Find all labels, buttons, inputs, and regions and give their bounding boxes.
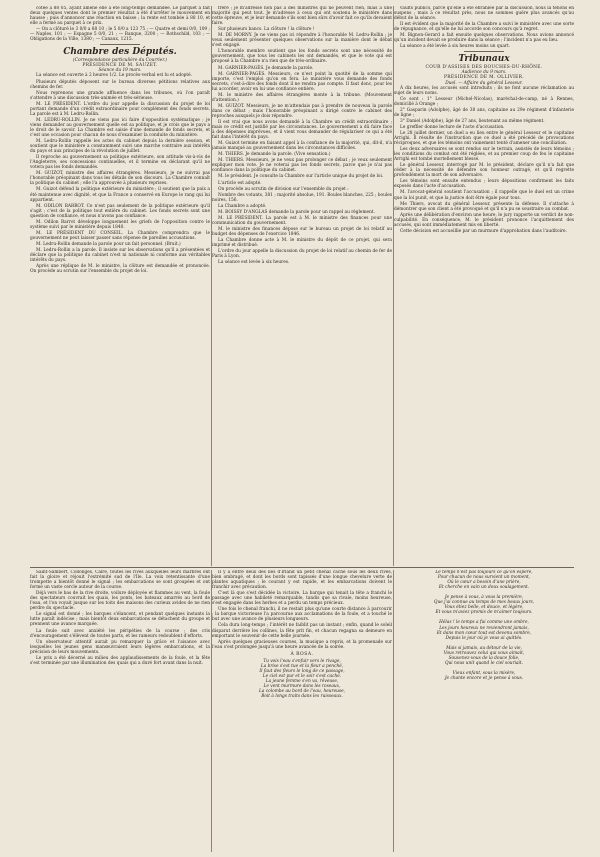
affair-title: Duel. — Affaire du général Lesseur. <box>445 80 523 86</box>
section-heading-tribunaux: Tribunaux <box>458 54 510 65</box>
article-paragraph: Après une délibération d'environ une heure, le jury rapporte un verdict de non-culpabilité. En conséquence, M. le président prononce l'acquittement des accusés, qui sont immédiatement mis en liberté. <box>394 212 574 228</box>
article-paragraph: Il est vrai que nous avons demandé à la Chambre un crédit extraordinaire ; mais ce crédit est justifié par les circonstances. Le gouvernement a dû faire face à des dépenses imprévues, et il vient vous demander de régulariser ce qui a été fait dans l'intérêt du pays. <box>212 119 392 141</box>
article-paragraph: M. Ledru-Rollin rappelle les actes du cabinet depuis la dernière session, et soutient que le ministère a constamment suivi une marche contraire aux intérêts du pays et aux principes de la révolution de juillet. <box>30 139 210 155</box>
separator <box>464 51 504 52</box>
article-paragraph: M. Ledru-Rollin demande la parole pour un fait personnel. (Bruit.) <box>36 241 181 247</box>
poem-title: À ROSA. <box>290 651 314 657</box>
article-paragraph: 3° Daniel (Adolphe), âgé de 27 ans, lieutenant au même régiment. <box>400 118 545 124</box>
article-paragraph: M. Bignon-Gerard a fait ensuite quelques observations. Nous avions annoncé qu'un incident devait se produire dans la séance ; l'incident n'a pas eu lieu. <box>394 33 574 44</box>
article-paragraph: frère ; je m'adresse non pas à des ministres qui ne peuvent rien, mais à une majorité qui peut tout. Je m'adresse à ceux qui ont soutenu le ministère dans cette épreuve, et je leur demande s'ils sont bien sûrs d'avoir fait ce qu'ils devaient faire. <box>212 6 392 27</box>
article-paragraph: Il reproche au gouvernement sa politique extérieure, son attitude vis-à-vis de l'Angleterre, ses concessions continuelles, et il termine en déclarant qu'il ne votera pas les fonds demandés. <box>30 155 210 171</box>
article-paragraph: Après une réplique de M. le ministre, la clôture est demandée et prononcée. On procède au scrutin sur l'ensemble du projet de loi. <box>30 264 210 275</box>
poem-line: Le vent murmure dans les roseaux, <box>263 683 341 689</box>
article-paragraph: M. GARNIER-PAGÈS. Je demande la parole. <box>218 65 314 71</box>
section-heading-chambre: Chambre des Députés. <box>63 47 177 58</box>
column-2 <box>212 6 392 566</box>
article-paragraph: M. le ministre des affaires étrangères monte à la tribune. (Mouvement d'attention.) <box>212 92 392 103</box>
court-session-date: Audience du 9 mars. <box>461 70 507 76</box>
article-paragraph: Nombre des votants, 381 ; majorité absolue, 191. Boules blanches, 225 ; boules noires, 156. <box>212 192 392 203</box>
article-paragraph: Le général Lesseur, interrogé par M. le président, déclare qu'il n'a fait que céder à la nécessité de défendre son honneur outragé, et qu'il regrette profondément la mort de son adversaire. <box>394 163 574 179</box>
poem-line: Mais si jamais, au détour de la vie, <box>446 645 522 651</box>
article-paragraph: L'honorable membre soutient que les fonds secrets sont une nécessité de gouvernement, que tous les cabinets les ont demandés, et que le vote qui est proposé à la Chambre n'a rien que de très-ordinaire. <box>212 49 392 65</box>
article-paragraph: M. GUIZOT. Messieurs, je ne m'attendais pas à prendre de nouveau la parole dans ce débat ; mais l'honorable préopinant a dirigé contre le cabinet des reproches auxquels je dois répondre. <box>212 103 392 119</box>
article-paragraph: À dix heures, les accusés sont introduits ; ils ne font aucune réclamation au sujet de leurs noms. <box>394 85 574 96</box>
poem-line: Tu vois l'eau s'enfuir vers le rivage, <box>263 658 341 664</box>
poem-line: Et dans mon cœur tout est devenu sombre, <box>436 630 532 636</box>
article-paragraph: M. Guizot termine en faisant appel à la confiance de la majorité, qui, dit-il, n'a jamais manqué au gouvernement dans les circonstances difficiles. <box>212 141 392 152</box>
article-paragraph: M. LEDRU-ROLLIN. Je ne viens pas ici faire d'opposition systématique ; je viens demander au gouvernement quelle est sa politique, et je crois que le pays a le droit de le savoir. La Chambre est saisie d'une demande de fonds secrets, et c'est une occasion pour chacun de nous d'examiner la conduite du ministère. <box>30 117 210 138</box>
poem-line: Et vous m'aviez promis de m'aimer toujours. <box>435 610 533 616</box>
article-paragraph: Sur plusieurs bancs. La clôture ! la clôture ! <box>218 27 315 33</box>
poem-line: La brise s'est tue et la fleur a penché, <box>260 663 344 669</box>
article-paragraph: M. LE PRÉSIDENT. La parole est à M. le ministre des finances pour une communication du gouvernement. <box>212 215 392 226</box>
presidency-line: PRÉSIDENCE DE M. SAUZET. <box>82 63 158 69</box>
article-paragraph: M. DE MORNY. Je ne viens pas ici répondre à l'honorable M. Ledru-Rollin ; je veux seulement présenter quelques observations sur la manière dont le débat s'est engagé. <box>212 33 392 49</box>
market-report: cotée à 88 05, ayant amené elle a été long-temps demandée. Le parquet a fait deux quelques ventes dont le premier résultat a été d'arrêter le mouvement en hausse ; puis d'annoncer une réaction en baisse ; la rente est tombée à 88 10, et elle a fermé au parquet à ce prix. <box>30 6 210 27</box>
article-paragraph: vaults publics, parce qu'elle a été ébranlée par la discussion, nous la tenons en suspens ; mais à ce résultat près, nous ne sommes guère plus avancés qu'au début de la séance. <box>394 6 574 22</box>
article-paragraph: M. GARNIER-PAGÈS. Messieurs, ce n'est point la quotité de la somme qui importe, c'est l'emploi qu'on en fera. Le ministère vous demande des fonds secrets, c'est-à-dire des fonds dont il ne rendra pas compte. Il faut donc, pour les lui accorder, avoir en lui une confiance entière. <box>212 71 392 92</box>
article-paragraph: Ce sont : 1° Lesseur (Michel-Nicolas), maréchal-de-camp, né à Rennes, domicilié à Orange ; <box>394 96 574 107</box>
article-paragraph: M. THIERS. Je demande la parole. (Vive sensation.) <box>218 152 331 158</box>
article-paragraph: M. LE PRÉSIDENT. L'ordre du jour appelle la discussion du projet de loi portant demande d'un crédit extraordinaire pour complément des fonds secrets. La parole est à M. Ledru-Rollin. <box>30 101 210 117</box>
article-paragraph: M. BOISSY D'ANGLAS demande la parole pour un rappel au règlement. <box>218 209 375 215</box>
article-paragraph: L'article est adopté. <box>218 180 262 186</box>
poem-line: Le ciel est pur et le soir s'est caché. <box>262 673 342 679</box>
article-paragraph: M. LE PRÉSIDENT DU CONSEIL. La Chambre comprendra que le gouvernement ne peut laisser passer sans réponse de pareilles accusations. <box>30 230 210 241</box>
feuilleton-rule <box>30 567 574 568</box>
article-paragraph: La Chambre a adopté. <box>218 203 267 209</box>
article-paragraph: La séance est levée à six heures. <box>218 260 290 266</box>
article-paragraph: La Chambre donne acte à M. le ministre du dépôt de ce projet, qui sera imprimé et distribué. <box>212 237 392 249</box>
feuilleton-column-3 <box>394 570 574 852</box>
market-closing: — On a clôturé le 3 0/0 a 88 10 ; le 5 0/0 a 123 75 ; — Quatre et demi 0/0, 109 ; — Naples, 101 ; — Espagne 5 0/0, 21 ; — Banque, 3200 ; — Rothschild, 103 ; — Obligations de la Ville, 1380 ; — Canaux, 1215. <box>30 27 210 43</box>
poem-line: Je pense à vous, à vous la première, <box>444 595 524 601</box>
poem-line: Vous étiez belle, et douce, et légère, <box>444 605 524 611</box>
feuilleton-paragraph: Une fois le chenal franchi, il ne restait plus qu'une courte distance à parcourir ; la barque victorieuse l'a parcourue aux acclamations de la foule, et a touché le but avec une avance de plusieurs longueurs. <box>212 607 392 623</box>
court-presidency: PRÉSIDENCE DE M. OLLIVIER. <box>444 75 524 81</box>
poem-line: Le temps n'est pas toujours ce qu'on espère, <box>435 570 533 575</box>
poem-line: Je chante encore et je pense à vous. <box>444 675 524 681</box>
column-3 <box>394 6 574 566</box>
poem-line: Vieux enfant, sous la misère, <box>452 670 516 676</box>
article-paragraph: M. l'avocat-général soutient l'accusation ; il rappelle que le duel est un crime que la loi punit, et que la justice doit être égale pour tous. <box>394 190 574 201</box>
poem-line: Qui nous unit quand le ciel souriait. <box>444 660 524 666</box>
article-paragraph: M. GUIZOT, ministre des affaires étrangères. Messieurs, je ne suivrai pas l'honorable préopinant dans tous les détails de son discours. La Chambre connaît la politique du cabinet ; elle l'a approuvée à plusieurs reprises. <box>30 171 210 187</box>
feuilleton-paragraph: La foule suit avec anxiété les péripéties de la course ; des cris d'encouragement s'élèvent de toutes parts, et les rameurs redoublent d'efforts. <box>30 628 210 639</box>
feuilleton-paragraph: Saint-Sambert, Collonges, Calre, toutes les rives auxquelles leurs marbres ont fait la gloire et réjouit l'extrémité sud de l'Ile. La voix retentissante d'une trompette a bientôt donné le signal ; les embarcations se sont groupées et ont formé un vaste cercle autour de la course. <box>30 570 210 591</box>
article-paragraph: M. Guizot défend la politique extérieure du ministère ; il soutient que la paix a été maintenue avec dignité, et que la France a conservé en Europe le rang qui lui appartient. <box>30 187 210 203</box>
feuilleton-paragraph: Le prix a été décerné au milieu des applaudissements de la foule, et la fête s'est terminée par une illumination des quais qui a duré fort avant dans la nuit. <box>30 655 210 666</box>
column-1 <box>30 6 210 566</box>
article-paragraph: M. Ledru-Rollin a la parole. Il insiste sur les observations qu'il a présentées et déclare que la politique du cabinet n'est ni nationale ni conforme aux véritables intérêts du pays. <box>30 247 210 264</box>
poem-line: Il faut des fleurs le long de ce passage, <box>259 668 345 674</box>
article-paragraph: Nous reprenons une grande affluence dans les tribunes, où l'on paraît s'attendre à une discussion très-animée et très-sérieuse. <box>30 90 210 101</box>
poem-line: La colombe au bord de l'eau, heureuse, <box>258 689 346 695</box>
feuilleton-paragraph: Le signal est donné ; les barques s'élancent, et pendant quelques instants la lutte paraît indécise ; mais bientôt deux embarcations se détachent du groupe et prennent une avance marquée. <box>30 612 210 628</box>
article-paragraph: Me Thiers, avocat du général Lesseur, présente la défense. Il s'attache à démontrer que son client a été provoqué et qu'il n'a pu se soustraire au combat. <box>394 201 574 212</box>
court-name: COUR D'ASSISES DES BOUCHES-DU-RHÔNE. <box>425 65 543 71</box>
article-paragraph: M. Odilon Barrot développe longuement les griefs de l'opposition contre le système suivi par le ministère depuis 1840. <box>30 219 210 230</box>
article-paragraph: Le 28 juillet dernier, un duel a eu lieu entre le général Lesseur et le capitaine Arrighi. Il résulte de l'instruction que ce duel a été précédé de provocations réciproques, et que les témoins ont vainement tenté d'amener une conciliation. <box>394 130 574 147</box>
article-paragraph: La séance est ouverte à 2 heures 1/2. Le procès-verbal est lu et adopté. <box>36 73 193 79</box>
article-paragraph: On procède au scrutin de division sur l'ensemble du projet : <box>218 186 349 192</box>
article-paragraph: Plusieurs députés déposent sur le bureau diverses pétitions relatives aux chemins de fer. <box>30 79 210 90</box>
poem-line: La jeune femme s'en va, rêveuse, <box>265 678 339 684</box>
article-paragraph: L'ordre du jour appelle la discussion du projet de loi relatif au chemin de fer de Paris à Lyon. <box>212 249 392 260</box>
poem-line: Les jours heureux ne reviendront jamais, <box>439 625 529 631</box>
poem-line: Et cherche en vain un doux soulagement. <box>438 585 530 591</box>
poem-line: Boit à longs traits dans les ruisseaux. <box>261 694 343 700</box>
feuilleton-paragraph: Déjà vers le bas de la rive droite, voilure déployée et flammes au vent, la foule des spectateurs couvrait les quais, les ponts, les bateaux amarrés au bord de l'eau, et l'on voyait jusque sur les toits des maisons des curieux avides de ne rien perdre du spectacle. <box>30 591 210 612</box>
feuilleton-paragraph: Il y a entre deux des îles d'Irland un petit chenal caché sous les deux rives, bien ombragé, et dont les bords sont tapissés d'une longue chevelure verte de plantes aquatiques ; le courant y est rapide, et les embarcations doivent le franchir avec précaution. <box>212 570 392 591</box>
separator <box>100 44 140 45</box>
article-paragraph: Les deux adversaires se sont rendus sur le terrain, assistés de leurs témoins ; les conditions du combat ont été réglées, et au premier coup de feu le capitaine Arrighi est tombé mortellement blessé. <box>394 147 574 163</box>
article-paragraph: M. ODILON BARROT. Ce n'est pas seulement de la politique extérieure qu'il s'agit ; c'est de la politique tout entière du cabinet. Les fonds secrets sont une question de confiance, et nous n'avons pas confiance. <box>30 203 210 219</box>
section-subheading: (Correspondance particulière du Courrier.) <box>73 58 167 64</box>
poem-line: Vous retrouvez celui qui vous aimait, <box>443 650 525 656</box>
article-paragraph: La séance a été levée à six heures moins un quart. <box>400 44 511 50</box>
article-paragraph: Cette décision est accueillie par un murmure d'approbation dans l'auditoire. <box>400 228 567 234</box>
feuilleton-column-2 <box>212 570 392 852</box>
feuilleton-paragraph: C'est là que s'est décidée la victoire. La barque qui tenait la tête a franchi le passage avec une habileté remarquable, tandis que sa rivale, moins heureuse, s'est engagée dans les herbes et a perdu un temps précieux. <box>212 591 392 607</box>
poem-line: Depuis le jour où je vous ai quittés. <box>445 635 523 641</box>
poem-line: Souvenez-vous de la douce folie, <box>448 655 520 661</box>
feuilleton-column-1 <box>30 570 210 852</box>
article-paragraph: Les témoins sont ensuite entendus ; leurs dépositions confirment les faits exposés dans l'acte d'accusation. <box>394 179 574 190</box>
article-paragraph: M. le ministre des finances dépose sur le bureau un projet de loi relatif au budget des dépenses de l'exercice 1846. <box>212 226 392 237</box>
article-paragraph: 2° Gasparin (Adolphe), âgé de 38 ans, capitaine au 29e régiment d'infanterie de ligne ; <box>394 107 574 118</box>
poem-line: Que j'ai connue au temps de mes beaux jours, <box>433 600 535 606</box>
feuilleton-paragraph: Un observateur attentif aurait pu remarquer la grâce et l'aisance avec lesquelles les jeunes gens manœuvraient leurs légères embarcations, et la précision de leurs mouvements. <box>30 639 210 655</box>
poem-line: Pour chacun de nous survient un moment, <box>437 575 531 581</box>
article-paragraph: M. le président. Je consulte la Chambre sur l'article unique du projet de loi. <box>218 174 384 180</box>
article-paragraph: M. THIERS. Messieurs, je ne veux pas prolonger ce débat ; je veux seulement expliquer mon vote. Je ne voterai pas les fonds secrets, parce que je n'ai pas confiance dans la politique du cabinet. <box>212 158 392 174</box>
feuilleton-paragraph: Après quelques gracieuses courses, la musique a repris, et la promenade sur l'eau s'est prolongée jusqu'à une heure avancée de la soirée. <box>212 639 392 650</box>
feuilleton-paragraph: Cela dura long-temps ; l'intérêt ne faiblit pas un instant ; enfin, quand le soleil disparut derrière les collines, la fête prit fin, et chacun regagna sa demeure en emportant le souvenir de cette belle journée. <box>212 623 392 639</box>
poem-line: Hélas ! le temps a fui comme une ombre, <box>439 620 529 626</box>
session-date: Séance du 19 mars. <box>98 68 142 74</box>
poem-line: Où le cœur a besoin d'une prière, <box>447 580 521 586</box>
article-paragraph: Le greffier donne lecture de l'acte d'accusation. <box>400 124 505 130</box>
article-paragraph: Il est évident que la majorité de la Chambre a suivi le ministère avec une sorte de répugnance, et qu'elle ne lui accorde son concours qu'à regret. <box>394 22 574 33</box>
